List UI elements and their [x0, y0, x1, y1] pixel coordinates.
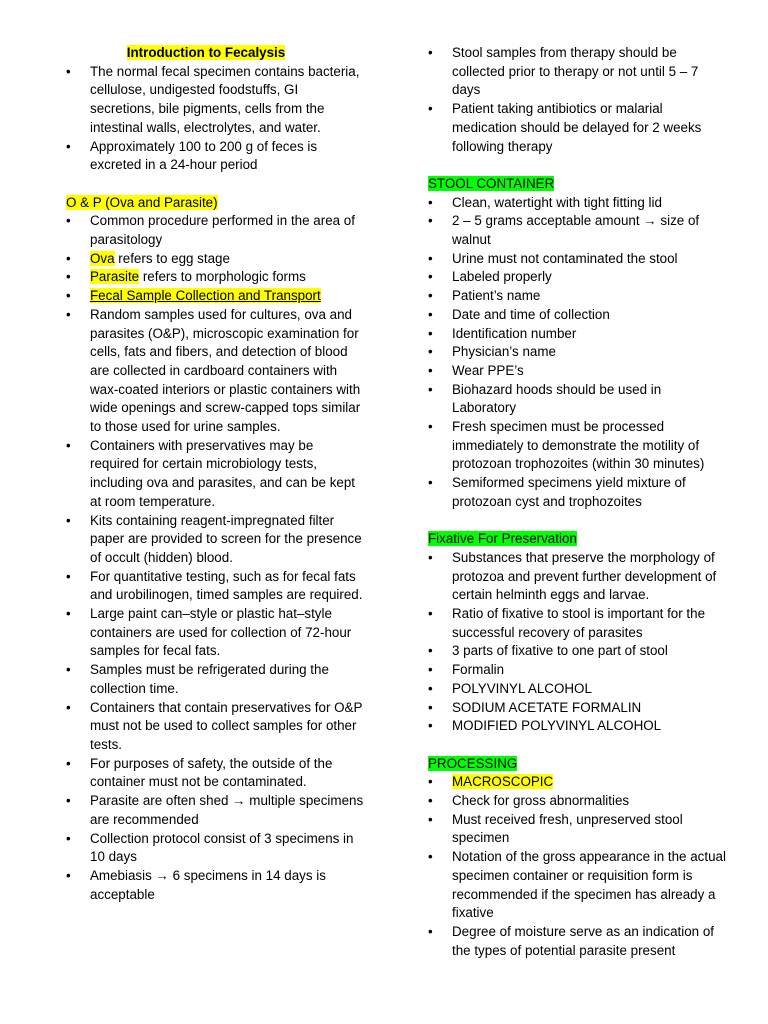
list-item: • Degree of moisture serve as an indication of the types of potential parasite present [428, 924, 715, 958]
bullet-icon: • [428, 849, 433, 865]
list-item: • Physician’s name [428, 343, 728, 362]
bullet-icon: • [66, 568, 71, 584]
list-item: • For quantitative testing, such as for fecal fats and urobilinogen, timed samples are required. [66, 568, 363, 603]
bullet-icon: • [66, 830, 71, 846]
therapy-list [428, 44, 728, 156]
list-item: • Stool samples from therapy should be collected prior to therapy or not until 5 – 7 days [428, 45, 699, 98]
processing-heading-wrap [428, 755, 728, 774]
list-item: • Approximately 100 to 200 g of feces is excreted in a 24-hour period [66, 138, 318, 173]
list-item: • Collection protocol consist of 3 specimens in 10 days [66, 830, 354, 865]
bullet-icon: • [66, 606, 71, 622]
list-item: • Check for gross abnormalities [428, 792, 728, 811]
fixative-heading: Fixative For Preservation [428, 531, 577, 547]
bullet-icon: • [66, 437, 71, 453]
list-item: • For purposes of safety, the outside of the container must not be contaminated. [66, 755, 333, 790]
processing-heading: PROCESSING [428, 755, 518, 771]
list-item: • 3 parts of fixative to one part of stool [428, 642, 728, 661]
bullet-icon: • [428, 325, 433, 341]
bullet-icon: • [428, 362, 433, 378]
list-item: • MODIFIED POLYVINYL ALCOHOL [428, 717, 728, 736]
list-item: • POLYVINYL ALCOHOL [428, 680, 728, 699]
processing-list [428, 773, 728, 960]
bullet-icon: • [428, 549, 433, 565]
left-column [66, 44, 366, 904]
bullet-icon: • [428, 793, 433, 809]
bullet-icon: • [428, 306, 433, 322]
bullet-icon: • [428, 662, 433, 678]
bullet-icon: • [428, 680, 433, 696]
list-item: • Notation of the gross appearance in the actual specimen container or requisition form is recommended if the specimen has already a fixative [428, 849, 726, 921]
list-item: • Amebiasis → 6 specimens in 14 days is acceptable [66, 867, 326, 902]
list-item: • Identification number [428, 325, 728, 344]
list-item: • Date and time of collection [428, 306, 728, 325]
list-item: • Formalin [428, 661, 728, 680]
op-heading: O & P (Ova and Parasite) [66, 194, 218, 210]
doc-title: Introduction to Fecalysis [126, 45, 286, 60]
bullet-icon: • [66, 755, 71, 771]
parasite-term: Parasite [90, 269, 140, 285]
bullet-icon: • [428, 718, 433, 734]
bullet-icon: • [66, 793, 71, 809]
bullet-icon: • [428, 194, 433, 210]
bullet-icon: • [428, 213, 433, 229]
bullet-icon: • [428, 344, 433, 360]
bullet-icon: • [66, 288, 71, 304]
bullet-icon: • [66, 138, 71, 154]
list-item: • Kits containing reagent-impregnated filter paper are provided to screen for the presence of occult (hidden) blood. [66, 512, 362, 565]
list-item: • The normal fecal specimen contains bacteria, cellulose, undigested foodstuffs, GI secretions, bile pigments, cells from the intestinal walls, electrolytes, and water. [66, 63, 360, 135]
list-item: • Parasite are often shed → multiple specimens are recommended [66, 793, 364, 827]
fixative-heading-wrap [428, 530, 728, 549]
list-item: • 2 – 5 grams acceptable amount → size of walnut [428, 213, 700, 248]
list-item: • Wear PPE’s [428, 362, 728, 381]
bullet-icon: • [66, 306, 71, 322]
list-item [428, 773, 728, 792]
stool-container-heading: STOOL CONTAINER [428, 175, 555, 191]
bullet-icon: • [428, 475, 433, 491]
bullet-icon: • [428, 419, 433, 435]
list-item: • Ratio of fixative to stool is important for the successful recovery of parasites [428, 606, 706, 640]
list-item: • Ova refers to egg stage [66, 250, 366, 269]
fixative-list [428, 549, 728, 736]
list-item: • Containers with preservatives may be required for certain microbiology tests, including ova and parasites, and can be kept at room temperature. [66, 437, 356, 509]
doc-title-wrap [66, 44, 366, 63]
bullet-icon: • [428, 811, 433, 827]
list-item: • Patient taking antibiotics or malarial medication should be delayed for 2 weeks following therapy [428, 101, 702, 154]
list-item: • Substances that preserve the morphology of protozoa and prevent further development of certain helminth eggs and larvae. [428, 549, 717, 603]
container-list [428, 194, 728, 512]
bullet-icon: • [428, 699, 433, 715]
bullet-icon: • [428, 45, 433, 60]
right-column [428, 44, 728, 960]
macroscopic-subheading: MACROSCOPIC [452, 774, 554, 790]
op-list [66, 212, 366, 904]
list-item: • Semiformed specimens yield mixture of protozoan cyst and trophozoites [428, 475, 686, 509]
bullet-icon: • [428, 643, 433, 659]
bullet-icon: • [66, 699, 71, 715]
bullet-icon: • [428, 381, 433, 397]
bullet-icon: • [428, 924, 433, 939]
list-item: • Large paint can–style or plastic hat–style containers are used for collection of 72-hour samples for fecal fats. [66, 606, 352, 659]
list-item: • Random samples used for cultures, ova and parasites (O&P), microscopic examination for cells, fats and fibers, and detection of blood are collected in cardboard containers with wax-coated interiors or plastic containers with wide openings and screw-capped tops similar to those used for urine samples. [66, 306, 361, 435]
bullet-icon: • [66, 213, 71, 229]
bullet-icon: • [428, 606, 433, 622]
intro-list [66, 63, 366, 175]
ova-term: Ova [90, 250, 115, 266]
list-item: • Must received fresh, unpreserved stool specimen [428, 811, 683, 846]
bullet-icon: • [66, 867, 71, 883]
list-item [66, 287, 366, 306]
bullet-icon: • [428, 288, 433, 304]
list-item: • SODIUM ACETATE FORMALIN [428, 699, 728, 718]
fecal-collection-subheading: Fecal Sample Collection and Transport [90, 288, 321, 304]
list-item: • Parasite refers to morphologic forms [66, 268, 366, 287]
list-item: • Samples must be refrigerated during the collection time. [66, 662, 329, 696]
bullet-icon: • [66, 63, 71, 79]
list-item: • Patient’s name [428, 287, 728, 306]
bullet-icon: • [428, 269, 433, 285]
bullet-icon: • [66, 662, 71, 678]
list-item: • Labeled properly [428, 268, 728, 287]
bullet-icon: • [66, 269, 71, 285]
bullet-icon: • [66, 512, 71, 528]
list-item: • Urine must not contaminated the stool [428, 250, 728, 269]
bullet-icon: • [428, 250, 433, 266]
bullet-icon: • [66, 250, 71, 266]
list-item: • Clean, watertight with tight fitting lid [428, 194, 728, 213]
op-heading-wrap [66, 194, 366, 213]
bullet-icon: • [428, 101, 433, 117]
list-item: • Containers that contain preservatives for O&P must not be used to collect samples for other tests. [66, 699, 363, 752]
list-item: • Common procedure performed in the area of parasitology [66, 213, 355, 248]
list-item: • Biohazard hoods should be used in Laboratory [428, 381, 662, 416]
list-item: • Fresh specimen must be processed immediately to demonstrate the motility of protozoan trophozoites (within 30 minutes) [428, 419, 705, 472]
bullet-icon: • [428, 774, 433, 790]
stool-container-heading-wrap [428, 175, 728, 194]
